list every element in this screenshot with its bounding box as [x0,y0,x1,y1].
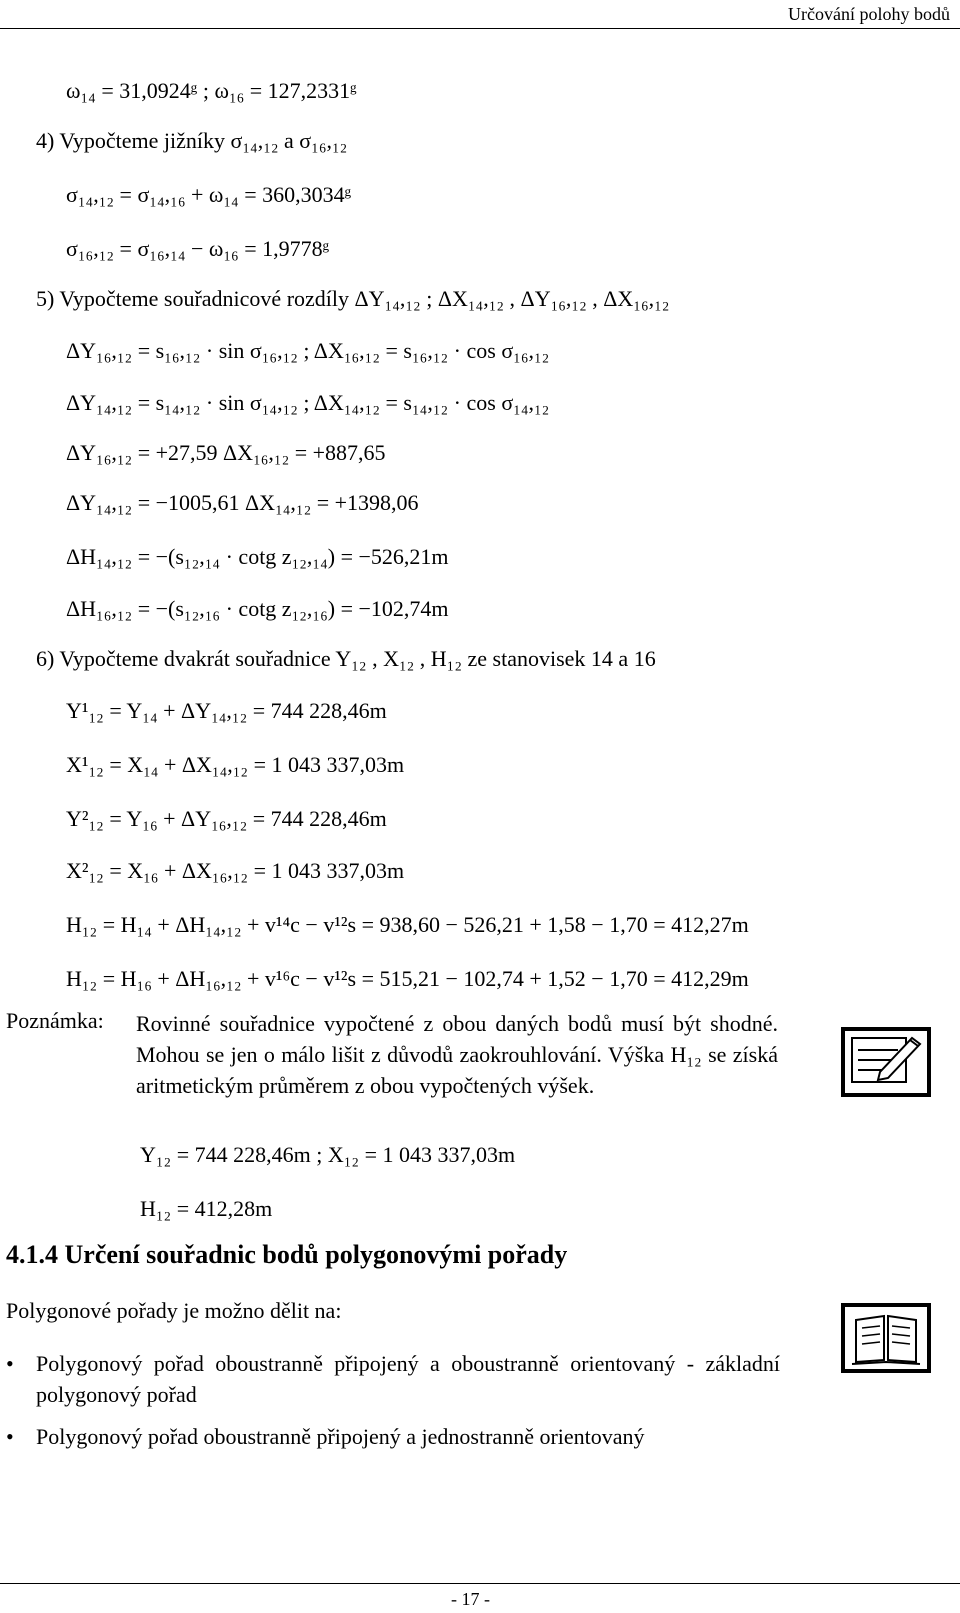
step-6-text: 6) Vypočteme dvakrát souřadnice Y₁₂ , X₁₂ , H₁₂ ze stanovisek 14 a 16 [36,646,656,671]
note-pencil-icon [840,1026,932,1098]
page-header [0,0,960,26]
step-5-text: 5) Vypočteme souřadnicové rozdíly ΔY₁₄,₁₂ ; ΔX₁₄,₁₂ , ΔY₁₆,₁₂ , ΔX₁₆,₁₂ [36,286,670,311]
list-item [6,1348,780,1412]
formula-x2-12: X²₁₂ = X₁₆ + ΔX₁₆,₁₂ = 1 043 337,03m [66,858,405,883]
step-4-text: 4) Vypočteme jižníky σ₁₄,₁₂ a σ₁₆,₁₂ [36,128,348,153]
formula-dy-dx-16-12: ΔY₁₆,₁₂ = s₁₆,₁₂ · sin σ₁₆,₁₂ ; ΔX₁₆,₁₂ = s₁₆,₁₂ · cos σ₁₆,₁₂ [66,338,550,363]
formula-h12-from-14: H₁₂ = H₁₄ + ΔH₁₄,₁₂ + v¹⁴c − v¹²s = 938,60 − 526,21 + 1,58 − 1,70 = 412,27m [66,912,749,937]
note-text: Rovinné souřadnice vypočtené z obou daných bodů musí být shodné. Mohou se jen o málo lišit z důvodů zaokrouhlování. Výška H₁₂ se získá aritmetickým průměrem z obou vypočtených výšek. [136,1011,778,1098]
formula-sigma-14-12: σ₁₄,₁₂ = σ₁₄,₁₆ + ω₁₄ = 360,3034ᵍ [66,182,352,207]
page-number: - 17 - [451,1589,490,1609]
formula-dh-14-12: ΔH₁₄,₁₂ = −(s₁₂,₁₄ · cotg z₁₂,₁₄) = −526,21m [66,544,449,569]
formula-dh-16-12: ΔH₁₆,₁₂ = −(s₁₂,₁₆ · cotg z₁₂,₁₆) = −102,74m [66,596,449,621]
note-result-coordinates: Y₁₂ = 744 228,46m ; X₁₂ = 1 043 337,03m [140,1142,516,1167]
header-rule [0,28,960,29]
header-title: Určování polohy bodů [788,4,950,24]
formula-sigma-16-12: σ₁₆,₁₂ = σ₁₆,₁₄ − ω₁₆ = 1,9778ᵍ [66,236,330,261]
footer-rule [0,1583,960,1584]
formula-dy-dx-14-12: ΔY₁₄,₁₂ = s₁₄,₁₂ · sin σ₁₄,₁₂ ; ΔX₁₄,₁₂ = s₁₄,₁₂ · cos σ₁₄,₁₂ [66,390,550,415]
formula-y1-12: Y¹₁₂ = Y₁₄ + ΔY₁₄,₁₂ = 744 228,46m [66,698,387,723]
list-item [6,1421,780,1453]
formula-omega: ω₁₄ = 31,0924ᵍ ; ω₁₆ = 127,2331ᵍ [66,78,357,103]
formula-y2-12: Y²₁₂ = Y₁₆ + ΔY₁₆,₁₂ = 744 228,46m [66,806,387,831]
values-14-12: ΔY₁₄,₁₂ = −1005,61 ΔX₁₄,₁₂ = +1398,06 [66,490,419,515]
formula-h12-from-16: H₁₂ = H₁₆ + ΔH₁₆,₁₂ + v¹⁶c − v¹²s = 515,21 − 102,74 + 1,52 − 1,70 = 412,29m [66,966,749,991]
list-item-text: Polygonový pořad oboustranně připojený a oboustranně orientovaný - základní polygonový pořad [36,1351,780,1407]
section-heading: 4.1.4 Určení souřadnic bodů polygonovými pořady [6,1240,568,1269]
bullet-icon: • [6,1351,14,1376]
list-item-text: Polygonový pořad oboustranně připojený a jednostranně orientovaný [36,1424,645,1449]
note-result-height: H₁₂ = 412,28m [140,1196,273,1221]
formula-x1-12: X¹₁₂ = X₁₄ + ΔX₁₄,₁₂ = 1 043 337,03m [66,752,405,777]
values-16-12: ΔY₁₆,₁₂ = +27,59 ΔX₁₆,₁₂ = +887,65 [66,440,386,465]
section-intro: Polygonové pořady je možno dělit na: [6,1298,342,1323]
book-icon [840,1302,932,1374]
bullet-icon: • [6,1424,14,1449]
note-label: Poznámka: [6,1008,104,1033]
